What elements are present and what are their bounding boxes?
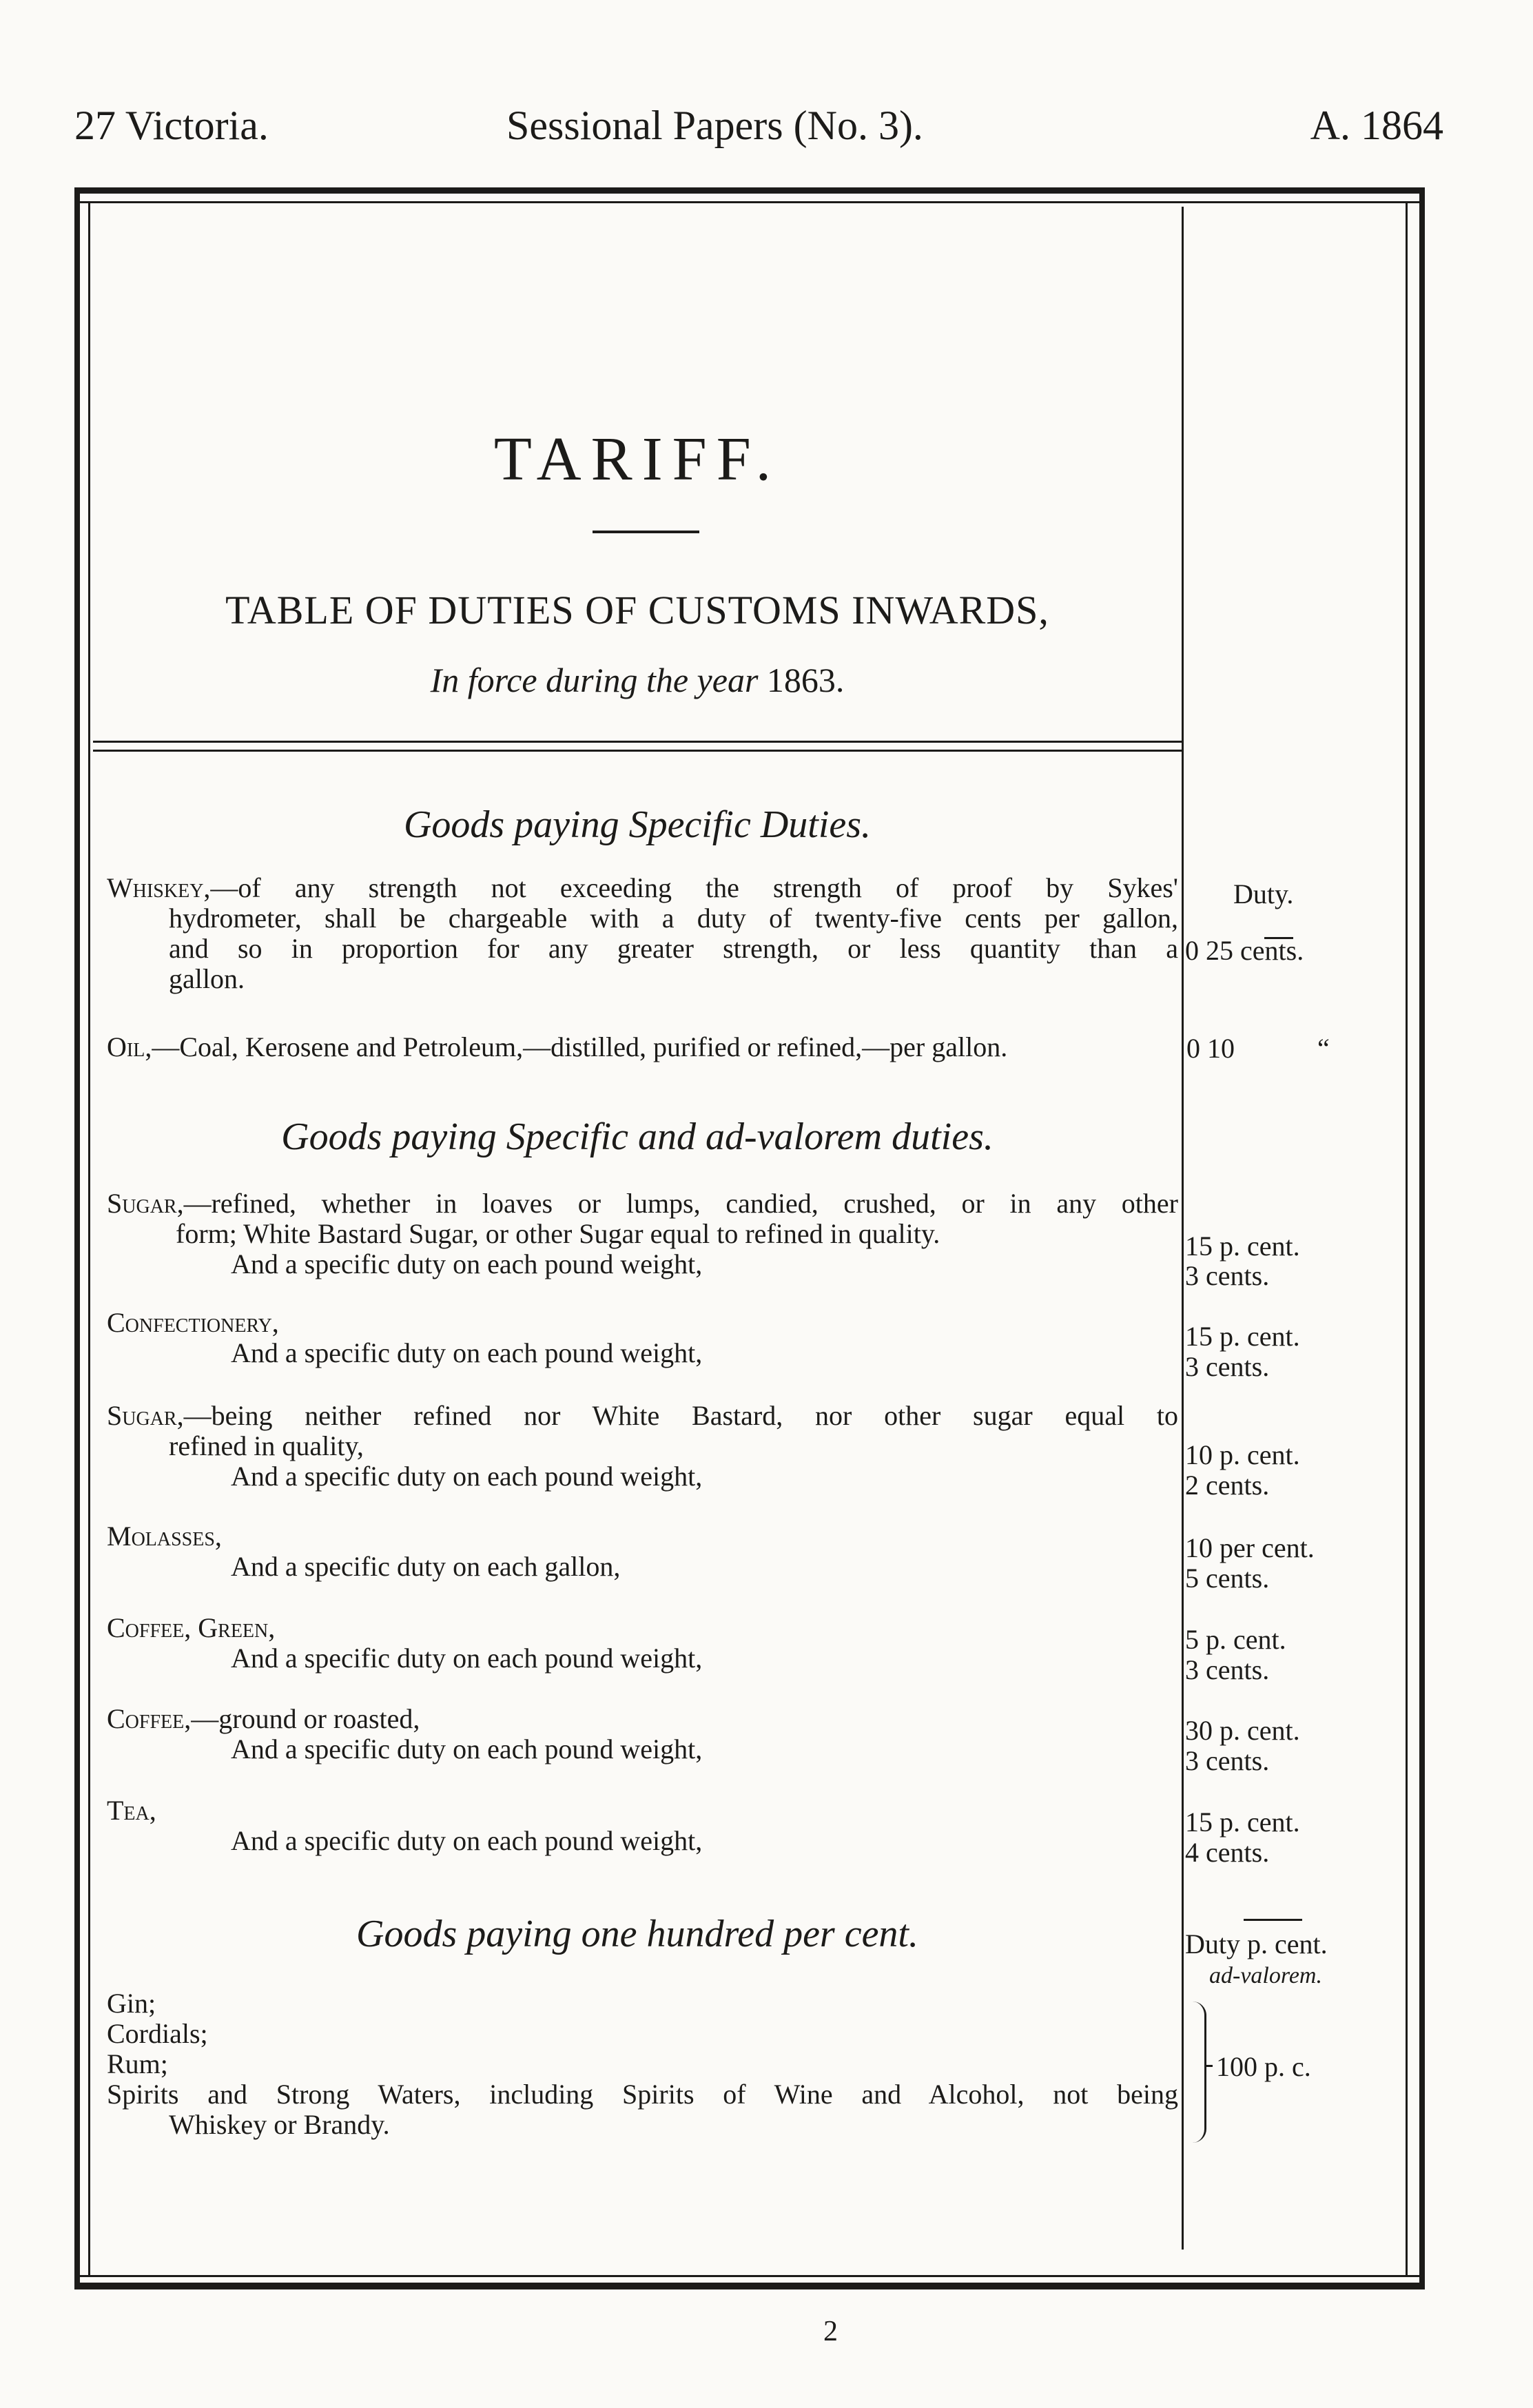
hundred-items-list [107, 1988, 1178, 2140]
item-cordials: Cordials; [107, 2018, 208, 2049]
molasses-line-1: And a specific duty on each gallon, [231, 1551, 621, 1582]
sugar-other-duty-specific: 2 cents. [1185, 1470, 1270, 1501]
item-spirits-line-1: Spirits and Strong Waters, including Spirits of Wine and Alcohol, not being [107, 2079, 1178, 2110]
whiskey-line-2: hydrometer, shall be chargeable with a duty of twenty-five cents per gallon, [169, 903, 1178, 934]
frame-left-rule [74, 187, 80, 2289]
item-gin: Gin; [107, 1988, 156, 2019]
frame-bottom-inner-rule [74, 2275, 1425, 2277]
year-value: 1863. [766, 661, 845, 699]
coffee-roasted-line-1: And a specific duty on each pound weight, [231, 1733, 703, 1764]
header-year: A. 1864 [1310, 103, 1443, 148]
duty-column-header: Duty. [1233, 878, 1294, 909]
tea-duty-advalorem: 15 p. cent. [1185, 1807, 1300, 1838]
item-name: Oil, [107, 1031, 152, 1062]
oil-duty-ditto: “ [1317, 1033, 1330, 1064]
item-rum: Rum; [107, 2048, 168, 2079]
sugar-refined-line-3: And a specific duty on each pound weight, [231, 1248, 703, 1279]
sugar-other-line-3: And a specific duty on each pound weight, [231, 1461, 703, 1492]
item-name: Coffee, Green, [107, 1612, 276, 1643]
frame-right-inner-rule [1406, 203, 1408, 2275]
item-name: Molasses, [107, 1521, 222, 1552]
section-heading-specific: Goods paying Specific Duties. [403, 803, 872, 846]
molasses-duty-specific: 5 cents. [1185, 1563, 1270, 1594]
confectionery-duty-advalorem: 15 p. cent. [1185, 1321, 1300, 1352]
title-underline [593, 531, 699, 533]
tea-line-1: And a specific duty on each pound weight, [231, 1825, 703, 1856]
year-in-force [93, 660, 1182, 700]
whiskey-duty: 0 25 cents. [1185, 935, 1304, 966]
sugar-refined-entry [107, 1188, 1178, 1279]
header-sessional-papers: Sessional Papers (No. 3). [506, 103, 923, 148]
confectionery-line-1: And a specific duty on each pound weight, [231, 1337, 703, 1368]
sugar-other-line-1: —being neither refined nor White Bastard, nor other sugar equal to [183, 1400, 1178, 1431]
frame-top-rule [74, 187, 1425, 194]
section-heading-specific-adval: Goods paying Specific and ad-valorem duties. [281, 1115, 994, 1158]
coffee-roasted-duty-advalorem: 30 p. cent. [1185, 1715, 1300, 1746]
table-subtitle: TABLE OF DUTIES OF CUSTOMS INWARDS, [225, 588, 1049, 632]
oil-text: —Coal, Kerosene and Petroleum,—distilled, purified or refined,—per gallon. [152, 1031, 1008, 1062]
coffee-roasted-desc: —ground or roasted, [191, 1703, 420, 1734]
item-name: Sugar, [107, 1400, 184, 1431]
whiskey-line-4: gallon. [169, 963, 245, 994]
frame-top-inner-rule [74, 201, 1425, 203]
brace-point [1204, 2065, 1213, 2067]
item-name: Sugar, [107, 1188, 184, 1219]
coffee-roasted-duty-specific: 3 cents. [1185, 1745, 1270, 1776]
item-name: Whiskey, [107, 872, 211, 903]
coffee-green-duty-specific: 3 cents. [1185, 1654, 1270, 1685]
section-divider-rule [93, 741, 1182, 743]
item-name: Tea, [107, 1795, 156, 1826]
confectionery-entry [107, 1308, 1178, 1368]
section-divider-rule-2 [93, 750, 1182, 752]
duty-rule [1244, 1919, 1302, 1921]
page-number: 2 [823, 2316, 838, 2347]
oil-entry [107, 1032, 1178, 1062]
oil-duty: 0 10 [1186, 1033, 1235, 1064]
coffee-green-entry [107, 1613, 1178, 1674]
coffee-green-duty-advalorem: 5 p. cent. [1185, 1624, 1286, 1655]
sugar-other-duty-advalorem: 10 p. cent. [1185, 1439, 1300, 1470]
item-name: Confectionery, [107, 1307, 279, 1338]
section-heading-hundred-per-cent: Goods paying one hundred per cent. [356, 1913, 918, 1955]
year-in-force-text: In force during the year [430, 661, 759, 699]
molasses-duty-advalorem: 10 per cent. [1185, 1532, 1315, 1563]
header-volume: 27 Victoria. [74, 103, 269, 148]
sugar-refined-line-2: form; White Bastard Sugar, or other Sugar equal to refined in quality. [176, 1218, 940, 1249]
item-name: Coffee, [107, 1703, 192, 1734]
molasses-entry [107, 1521, 1178, 1582]
whiskey-entry [107, 873, 1178, 994]
sugar-refined-duty-advalorem: 15 p. cent. [1185, 1231, 1300, 1262]
hundred-duty-header: Duty p. cent. [1185, 1928, 1328, 1959]
item-spirits-line-2: Whiskey or Brandy. [169, 2109, 390, 2140]
brace [1191, 2001, 1206, 2143]
coffee-roasted-entry [107, 1704, 1178, 1764]
sugar-refined-duty-specific: 3 cents. [1185, 1260, 1270, 1291]
coffee-green-line-1: And a specific duty on each pound weight, [231, 1643, 703, 1674]
duty-column-divider [1182, 207, 1184, 2250]
hundred-duty-value: 100 p. c. [1216, 2051, 1311, 2082]
page-title: TARIFF. [493, 425, 781, 493]
confectionery-duty-specific: 3 cents. [1185, 1351, 1270, 1382]
whiskey-line-1: —of any strength not exceeding the strength of proof by Sykes' [210, 872, 1178, 903]
frame-left-inner-rule [88, 203, 90, 2275]
sugar-other-line-2: refined in quality, [169, 1430, 364, 1461]
sugar-refined-line-1: —refined, whether in loaves or lumps, candied, crushed, or in any other [183, 1188, 1178, 1219]
frame-right-rule [1419, 187, 1425, 2289]
sugar-other-entry [107, 1401, 1178, 1492]
hundred-duty-header-advalorem: ad-valorem. [1209, 1963, 1322, 1988]
whiskey-line-3: and so in proportion for any greater strength, or less quantity than a [169, 933, 1178, 964]
tea-entry [107, 1795, 1178, 1856]
tea-duty-specific: 4 cents. [1185, 1837, 1270, 1868]
frame-bottom-rule [74, 2283, 1425, 2289]
